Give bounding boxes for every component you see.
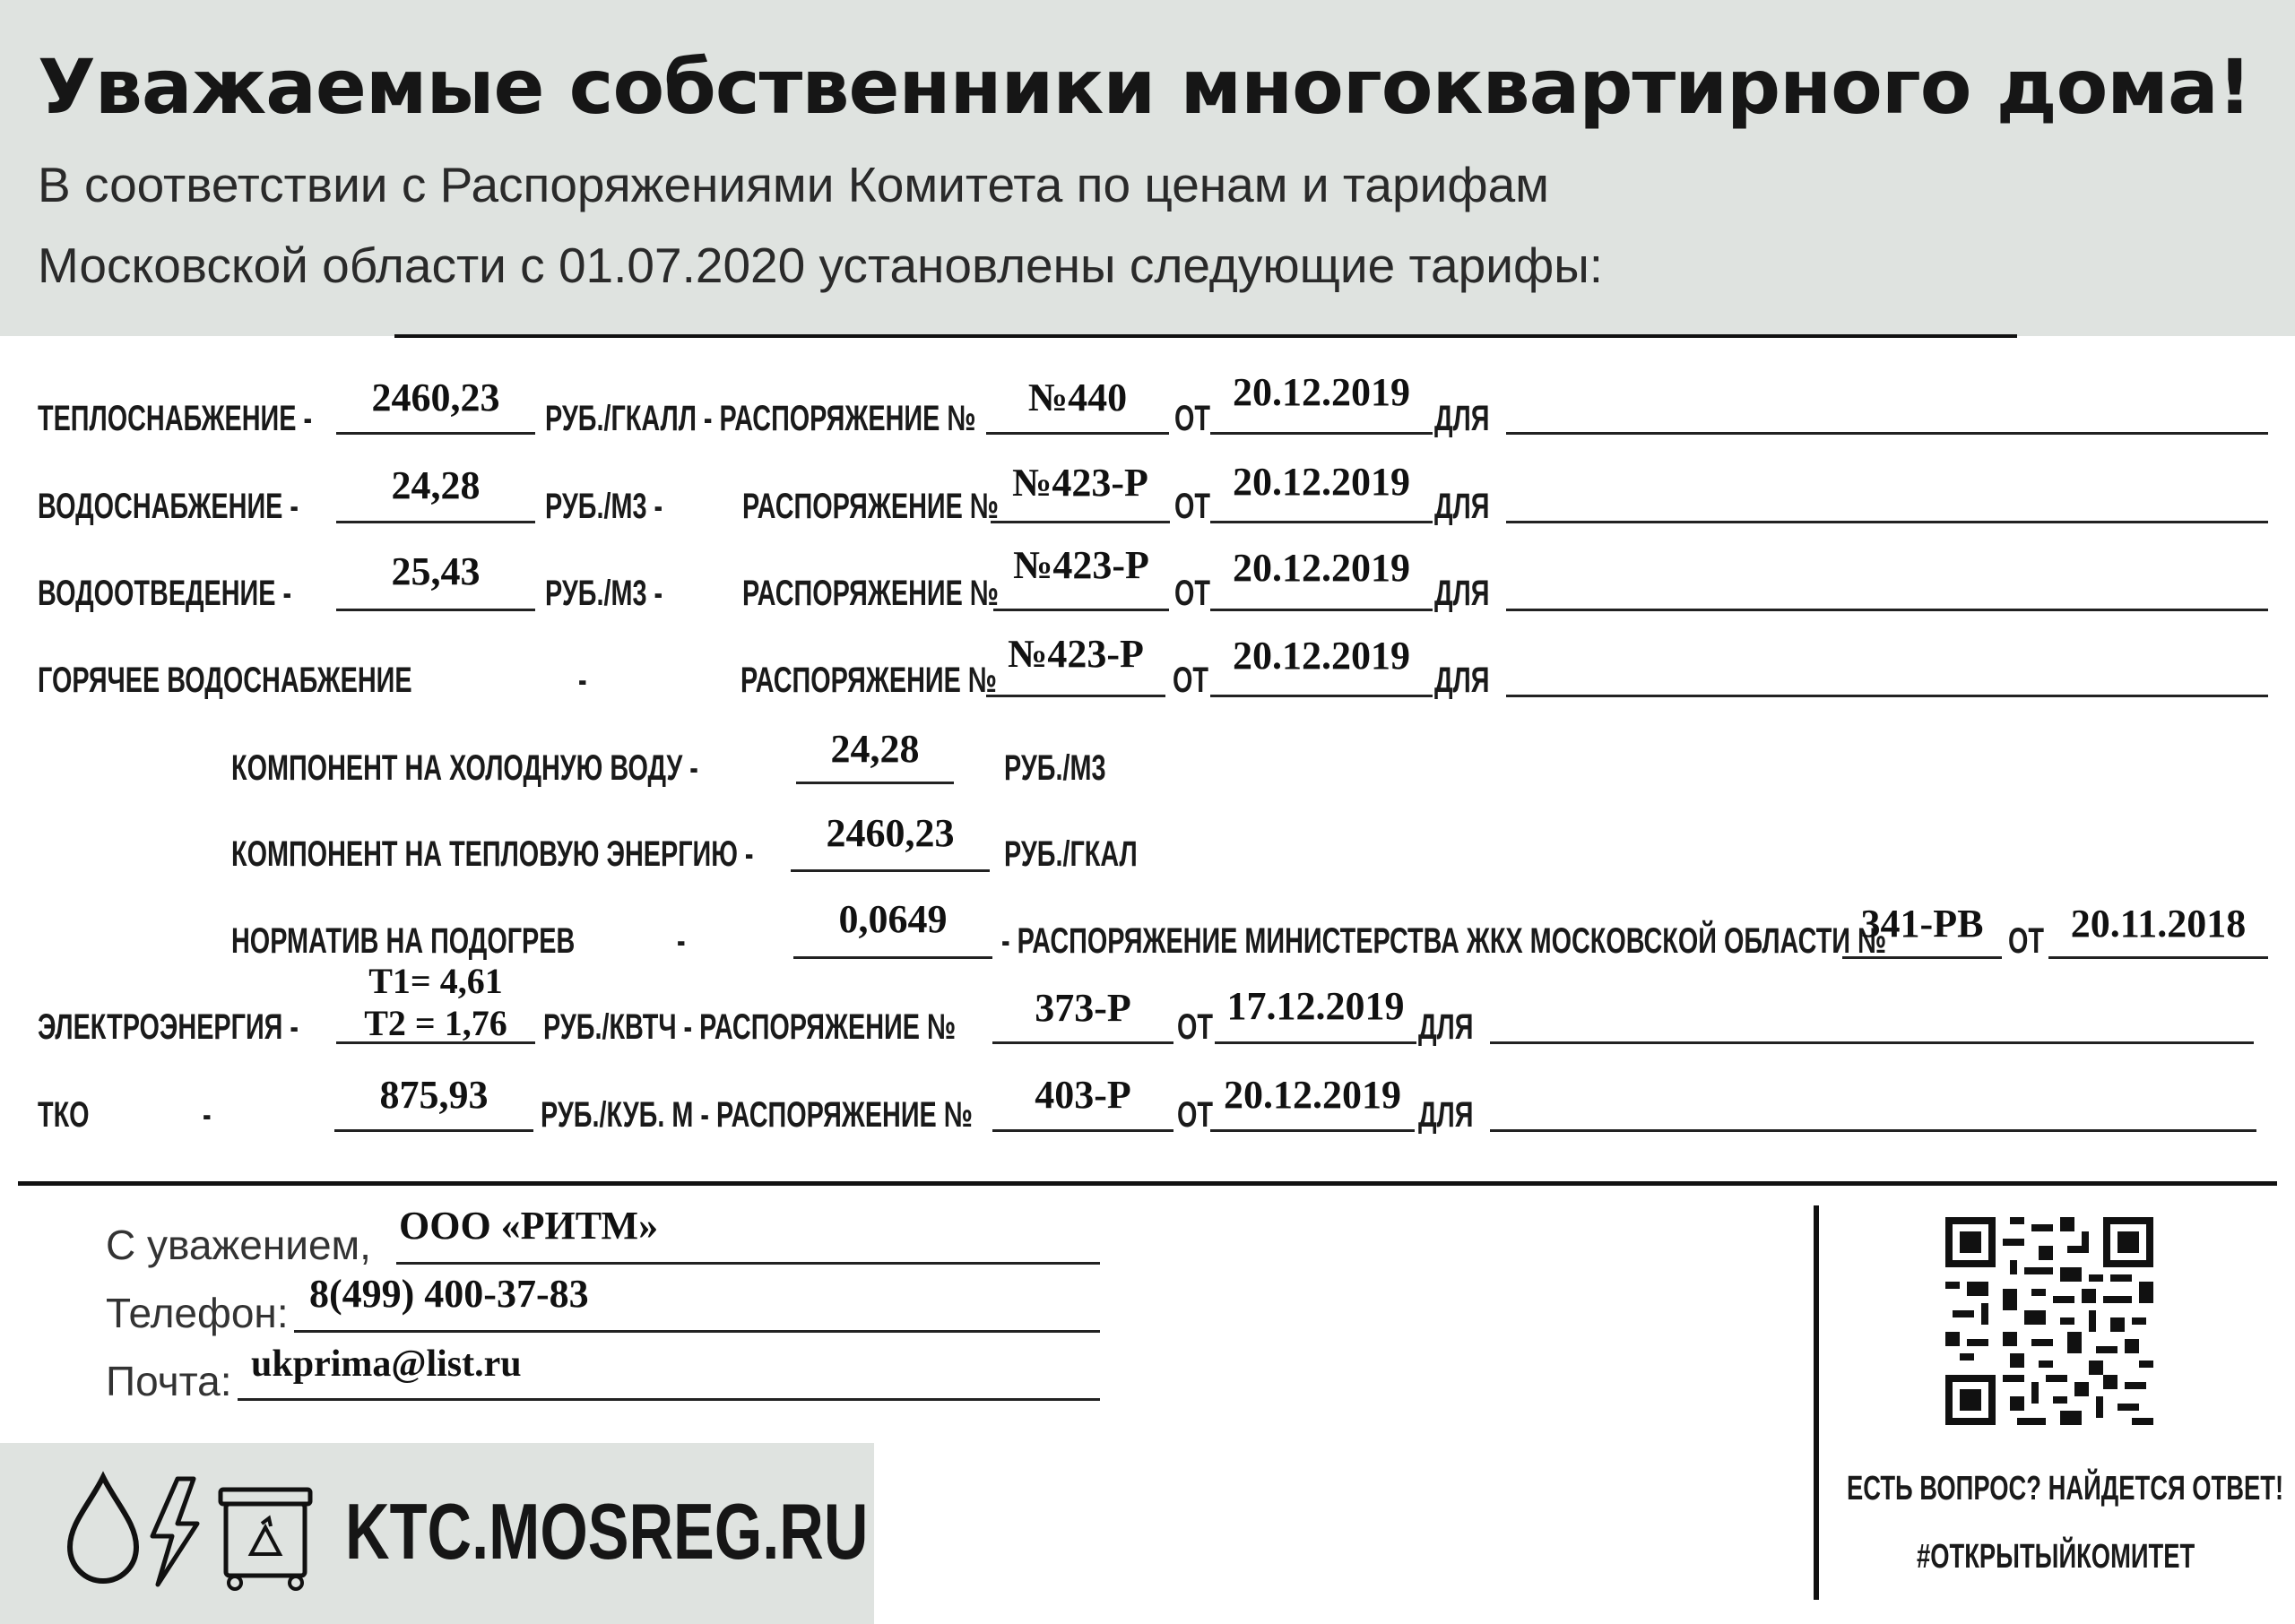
value-blank xyxy=(336,609,535,611)
site-url[interactable]: KTC.MOSREG.RU xyxy=(345,1487,869,1576)
order-date: 20.12.2019 xyxy=(1224,1073,1401,1117)
order-blank xyxy=(993,609,1169,611)
order-number: №423-Р xyxy=(1012,461,1148,505)
unit-order-label: РУБ./КУБ. М - РАСПОРЯЖЕНИЕ № xyxy=(541,1095,973,1135)
dlya-blank xyxy=(1506,609,2268,611)
email-label: Почта: xyxy=(106,1358,232,1404)
tariff-label: КОМПОНЕНТ НА ТЕПЛОВУЮ ЭНЕРГИЮ - xyxy=(231,834,754,874)
order-number: 373-Р xyxy=(1035,986,1131,1030)
dash: - xyxy=(578,661,587,700)
dlya-label: ДЛЯ xyxy=(1418,1007,1474,1047)
tariff-value: 2460,23 xyxy=(371,376,500,419)
dlya-blank xyxy=(1490,1041,2254,1044)
order-date: 20.11.2018 xyxy=(2070,902,2247,946)
order-number: 403-Р xyxy=(1035,1073,1131,1117)
ot-label: ОТ xyxy=(1177,1007,1213,1047)
order-blank xyxy=(986,695,1165,697)
dash: - xyxy=(203,1095,212,1135)
header-underline xyxy=(394,334,2017,338)
dlya-label: ДЛЯ xyxy=(1418,1095,1474,1135)
order-date: 20.12.2019 xyxy=(1233,460,1410,504)
unit-order-label: РУБ./ГКАЛЛ - РАСПОРЯЖЕНИЕ № xyxy=(545,399,976,438)
tariff-label: ТКО xyxy=(38,1095,90,1135)
tariff-label: ВОДООТВЕДЕНИЕ - xyxy=(38,574,292,613)
order-number: 341-РВ xyxy=(1860,902,1984,946)
dlya-label: ДЛЯ xyxy=(1434,399,1490,438)
value-blank xyxy=(793,956,992,959)
tariff-value: 875,93 xyxy=(379,1073,489,1117)
order-number: №423-Р xyxy=(1013,543,1149,587)
tariff-value: 24,28 xyxy=(830,727,920,771)
qr-caption-question: ЕСТЬ ВОПРОС? НАЙДЕТСЯ ОТВЕТ! xyxy=(1847,1470,2284,1507)
unit-label: РУБ./М3 - xyxy=(545,487,663,526)
order-blank xyxy=(992,1041,1173,1044)
dlya-label: ДЛЯ xyxy=(1434,574,1490,613)
ot-label: ОТ xyxy=(1177,1095,1213,1135)
order-blank xyxy=(992,1129,1173,1132)
email-value: ukprima@list.ru xyxy=(251,1343,522,1385)
dlya-blank xyxy=(1506,432,2268,435)
dlya-label: ДЛЯ xyxy=(1434,487,1490,526)
order-label: РАСПОРЯЖЕНИЕ № xyxy=(742,487,999,526)
qr-code-icon[interactable] xyxy=(1945,1217,2153,1425)
order-blank xyxy=(991,521,1170,523)
page-title: Уважаемые собственники многоквартирного дома! xyxy=(38,43,2251,131)
value-blank xyxy=(336,432,535,435)
date-blank xyxy=(1215,1041,1416,1044)
tariff-value-t1: Т1= 4,61 xyxy=(368,961,503,1001)
regards-value: ООО «РИТМ» xyxy=(399,1204,659,1248)
waste-bin-icon xyxy=(221,1490,310,1589)
ot-label: ОТ xyxy=(2008,921,2044,961)
regards-blank xyxy=(396,1262,1100,1265)
order-number: №440 xyxy=(1027,376,1128,419)
vertical-divider xyxy=(1814,1205,1819,1600)
value-blank xyxy=(791,869,990,872)
order-date: 17.12.2019 xyxy=(1226,984,1405,1028)
phone-label: Телефон: xyxy=(106,1290,289,1336)
order-label: - РАСПОРЯЖЕНИЕ МИНИСТЕРСТВА ЖКХ МОСКОВСКОЙ ОБЛАСТИ № xyxy=(1001,921,1887,961)
phone-blank xyxy=(294,1330,1100,1333)
ot-label: ОТ xyxy=(1174,574,1210,613)
email-blank xyxy=(238,1398,1100,1401)
tariff-value: 25,43 xyxy=(391,549,481,593)
dash: - xyxy=(677,921,686,961)
water-drop-icon xyxy=(70,1477,136,1581)
lightning-icon xyxy=(152,1479,197,1585)
section-divider xyxy=(18,1181,2277,1186)
tariff-label: ГОРЯЧЕЕ ВОДОСНАБЖЕНИЕ xyxy=(38,661,412,700)
order-label: РАСПОРЯЖЕНИЕ № xyxy=(740,661,997,700)
value-blank xyxy=(334,1129,533,1132)
tariff-value: 0,0649 xyxy=(838,897,948,941)
tariff-label: ВОДОСНАБЖЕНИЕ - xyxy=(38,487,299,526)
unit-label: РУБ./М3 - xyxy=(545,574,663,613)
date-blank xyxy=(1210,1129,1415,1132)
date-blank xyxy=(2048,956,2268,959)
order-date: 20.12.2019 xyxy=(1233,370,1410,414)
ot-label: ОТ xyxy=(1174,399,1210,438)
dlya-blank xyxy=(1490,1129,2256,1132)
intro-line-1: В соответствии с Распоряжениями Комитета по ценам и тарифам xyxy=(38,157,1549,212)
unit-order-label: РУБ./КВТЧ - РАСПОРЯЖЕНИЕ № xyxy=(543,1007,957,1047)
order-number: №423-Р xyxy=(1008,632,1144,676)
order-blank xyxy=(986,432,1169,435)
dlya-blank xyxy=(1506,695,2268,697)
tariff-label: НОРМАТИВ НА ПОДОГРЕВ xyxy=(231,921,576,961)
tariff-value: 2460,23 xyxy=(826,811,955,855)
date-blank xyxy=(1210,695,1433,697)
value-blank xyxy=(796,782,954,784)
tariff-value-t2: Т2 = 1,76 xyxy=(364,1003,507,1043)
date-blank xyxy=(1210,432,1433,435)
order-label: РАСПОРЯЖЕНИЕ № xyxy=(742,574,999,613)
dlya-blank xyxy=(1506,521,2268,523)
unit-label: РУБ./М3 xyxy=(1004,748,1106,788)
order-blank xyxy=(1842,956,2002,959)
order-date: 20.12.2019 xyxy=(1233,634,1410,678)
date-blank xyxy=(1210,521,1433,523)
regards-label: С уважением, xyxy=(106,1222,371,1268)
date-blank xyxy=(1210,609,1433,611)
dlya-label: ДЛЯ xyxy=(1434,661,1490,700)
tariff-label: КОМПОНЕНТ НА ХОЛОДНУЮ ВОДУ - xyxy=(231,748,698,788)
intro-line-2: Московской области с 01.07.2020 установлены следующие тарифы: xyxy=(38,238,1604,293)
unit-label: РУБ./ГКАЛ xyxy=(1004,834,1138,874)
ot-label: ОТ xyxy=(1173,661,1208,700)
phone-value: 8(499) 400-37-83 xyxy=(309,1272,589,1316)
tariff-value: 24,28 xyxy=(391,463,481,507)
footer-icons xyxy=(63,1468,323,1594)
value-blank xyxy=(336,521,535,523)
tariff-label: ЭЛЕКТРОЭНЕРГИЯ - xyxy=(38,1007,299,1047)
ot-label: ОТ xyxy=(1174,487,1210,526)
order-date: 20.12.2019 xyxy=(1233,546,1410,590)
tariff-label: ТЕПЛОСНАБЖЕНИЕ - xyxy=(38,399,313,438)
qr-caption-hashtag: #ОТКРЫТЫЙКОМИТЕТ xyxy=(1917,1538,2195,1576)
